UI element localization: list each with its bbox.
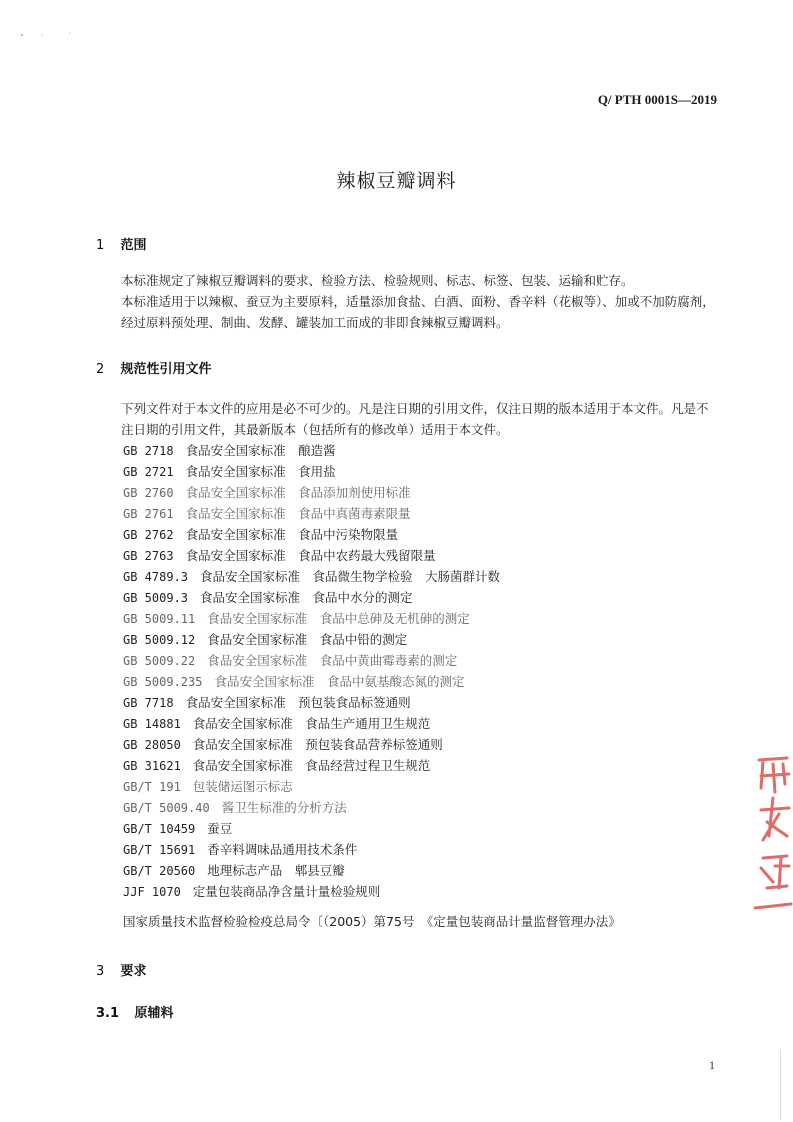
reference-item: GB 2760 食品安全国家标准 食品添加剂使用标准 xyxy=(123,485,411,500)
page-number: 1 xyxy=(709,1058,715,1072)
reference-list xyxy=(123,440,500,902)
reference-item: GB 4789.3 食品安全国家标准 食品微生物学检验 大肠菌群计数 xyxy=(123,569,501,584)
reference-item: GB/T 10459 蚕豆 xyxy=(123,821,233,836)
section-3-1-heading xyxy=(96,1002,174,1021)
reference-item: GB/T 191 包装储运图示标志 xyxy=(123,779,293,794)
regulation-reference: 国家质量技术监督检验检疫总局令〔（2005）第75号 《定量包装商品计量监督管理办法》 xyxy=(123,914,621,929)
references-intro xyxy=(96,398,718,440)
reference-item: GB 2718 食品安全国家标准 酿造酱 xyxy=(123,443,336,458)
section-number: 3.1 xyxy=(96,1006,120,1021)
reference-item: GB 5009.235 食品安全国家标准 食品中氨基酸态氮的测定 xyxy=(123,674,465,689)
scope-paragraphs xyxy=(96,270,718,333)
section-2-heading xyxy=(96,358,212,377)
reference-item: GB 14881 食品安全国家标准 食品生产通用卫生规范 xyxy=(123,716,431,731)
reference-item: GB 28050 食品安全国家标准 预包装食品营养标签通则 xyxy=(123,737,443,752)
reference-item: GB 2762 食品安全国家标准 食品中污染物限量 xyxy=(123,527,399,542)
reference-item: GB 2763 食品安全国家标准 食品中农药最大残留限量 xyxy=(123,548,436,563)
references-intro-text: 下列文件对于本文件的应用是必不可少的。凡是注日期的引用文件，仅注日期的版本适用于本文件。凡是不注日期的引用文件，其最新版本（包括所有的修改单）适用于本文件。 xyxy=(121,401,709,437)
reference-item: GB 5009.22 食品安全国家标准 食品中黄曲霉毒素的测定 xyxy=(123,653,458,668)
section-number: 1 xyxy=(96,238,105,253)
section-title: 范围 xyxy=(120,238,147,253)
reference-item: GB 31621 食品安全国家标准 食品经营过程卫生规范 xyxy=(123,758,431,773)
section-3-heading xyxy=(96,960,147,979)
seal-stamp-fragment xyxy=(753,718,793,918)
reference-item: GB 5009.11 食品安全国家标准 食品中总砷及无机砷的测定 xyxy=(123,611,470,626)
scope-paragraph-1: 本标准规定了辣椒豆瓣调料的要求、检验方法、检验规则、标志、标签、包装、运输和贮存。 xyxy=(121,273,634,288)
scope-paragraph-2: 本标准适用于以辣椒、蚕豆为主要原料，适量添加食盐、白酒、面粉、香辛料（花椒等）、加或不加防腐剂，经过原料预处理、制曲、发酵、罐装加工而成的非即食辣椒豆瓣调料。 xyxy=(121,294,715,330)
standard-number: Q/ PTH 0001S—2019 xyxy=(597,92,717,107)
scan-mark xyxy=(18,30,78,40)
reference-item: GB/T 5009.40 酱卫生标准的分析方法 xyxy=(123,800,347,815)
section-number: 3 xyxy=(96,964,105,979)
reference-item: GB 2761 食品安全国家标准 食品中真菌毒素限量 xyxy=(123,506,411,521)
section-number: 2 xyxy=(96,362,105,377)
reference-item: GB 5009.3 食品安全国家标准 食品中水分的测定 xyxy=(123,590,413,605)
reference-item: GB/T 15691 香辛料调味品通用技术条件 xyxy=(123,842,358,857)
reference-item: GB 5009.12 食品安全国家标准 食品中铅的测定 xyxy=(123,632,408,647)
reference-item: GB/T 20560 地理标志产品 郫县豆瓣 xyxy=(123,863,345,878)
reference-item: GB 2721 食品安全国家标准 食用盐 xyxy=(123,464,336,479)
reference-item: GB 7718 食品安全国家标准 预包装食品标签通则 xyxy=(123,695,411,710)
section-title: 规范性引用文件 xyxy=(120,362,212,377)
section-title: 原辅料 xyxy=(134,1006,174,1021)
scan-edge-line xyxy=(780,1050,781,1120)
section-1-heading xyxy=(96,234,147,253)
reference-item: JJF 1070 定量包装商品净含量计量检验规则 xyxy=(123,884,381,899)
document-title: 辣椒豆瓣调料 xyxy=(336,170,457,192)
section-title: 要求 xyxy=(120,964,147,979)
